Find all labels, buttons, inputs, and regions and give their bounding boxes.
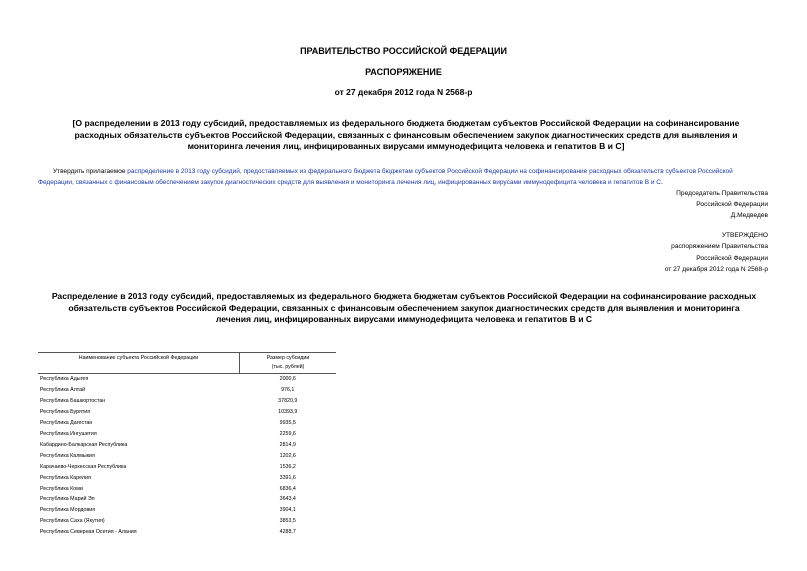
table-row [38,385,336,396]
amount-header-line-1: Размер субсидии [266,355,310,361]
subject-name-cell: Республика Дагестан [40,419,93,426]
table-row [38,473,336,484]
subject-name-cell: Республика Ингушетия [40,430,97,437]
table-row [38,396,336,407]
table-row [38,516,336,527]
subsidy-table [38,352,336,538]
table-row [38,484,336,495]
subsidy-amount-cell: 3391,6 [279,474,296,481]
approved-line-3: от 27 декабря 2012 года N 2568-р [664,266,768,274]
subsidy-amount-cell: 2000,6 [279,376,296,382]
approved-line-1: распоряжением Правительства [671,243,768,251]
document-title: [О распределении в 2013 году субсидий, предоставляемых из федерального бюджета бюджетам субъектов Российской Федерации на софинансирование расходных обязательств субъектов Российской Федерации, связанных с финансовым обеспечением закупок диагностических средств для выявления и мониторинга лечения лиц, инфицированных вирусами иммунодефицита человека и гепатитов В и С] [72,118,740,152]
subject-name-cell: Республика Карелия [40,474,91,481]
subject-name-cell: Республика Марий Эл [40,496,95,503]
subsidy-amount-cell: 1536,2 [279,463,296,470]
signature-position: Председатель Правительства [676,190,768,197]
table-row [38,462,336,473]
body-end-text: . [660,178,663,186]
approved-line-2: Российской Федерации [696,254,768,262]
column-header-amount [240,353,337,374]
table-row [38,374,336,385]
amount-header-line-2: (тыс. рублей) [271,363,305,370]
subsidy-amount-cell: 2259,6 [279,430,296,437]
document-date-number: от 27 декабря 2012 года N 2568-р [334,87,473,97]
subject-name-cell: Республика Алтай [40,386,86,393]
subsidy-amount-cell: 3853,5 [279,518,296,525]
distribution-link[interactable]: распределение в 2013 году субсидий, предоставляемых из федерального бюджета бюджетам субъектов Российской Федерации на софинансирование расходных обязательств субъектов Российской Федерации, связанных с финансовым обеспечением закупок диагностических средств для выявления и мониторинга лечения лиц, инфицированных вирусами иммунодефицита человека и гепатитов В и С [38,168,733,186]
table-row [38,451,336,462]
table-row [38,440,336,451]
subject-name-cell: Республика Адыгея [40,376,89,382]
table-row [38,527,336,538]
table-header-row [38,353,336,374]
subject-name-cell: Республика Саха (Якутия) [40,518,105,525]
signature-organization: Российской Федерации [696,201,768,208]
signature-name: Д.Медведев [730,212,768,219]
subsidy-amount-cell: 37820,9 [278,397,298,404]
subject-name-cell: Республика Калмыкия [40,452,95,459]
subject-name-cell: Республика Северная Осетия - Алания [40,529,137,536]
subsidy-amount-cell: 1202,6 [279,452,296,459]
table-row [38,418,336,429]
body-paragraph [38,167,768,189]
subject-name-cell: Республика Башкортостан [40,397,106,404]
table-row [38,429,336,440]
body-intro-text: Утвердить прилагаемое [53,168,128,175]
signature-block [676,188,768,221]
subsidy-amount-cell: 9935,5 [279,419,296,426]
table-row [38,494,336,505]
table-row [38,407,336,418]
subject-name-cell: Карачаево-Черкесская Республика [40,463,127,470]
subsidy-amount-cell: 6836,4 [279,485,296,492]
subsidy-amount-cell: 10393,9 [278,408,298,415]
subsidy-amount-cell: 4288,7 [279,529,296,536]
subsidy-amount-cell: 3904,1 [279,507,296,514]
subsidy-amount-cell: 2814,9 [279,441,296,448]
approved-label: УТВЕРЖДЕНО [721,232,768,239]
subject-name-cell: Кабардино-Балкарская Республика [40,441,128,448]
subsidy-amount-cell: 3643,4 [279,496,296,503]
subject-name-cell: Республика Мордовия [40,507,96,514]
table-row [38,505,336,516]
government-heading: ПРАВИТЕЛЬСТВО РОССИЙСКОЙ ФЕДЕРАЦИИ [300,46,507,56]
approval-block [665,230,768,276]
distribution-title: Распределение в 2013 году субсидий, предоставляемых из федерального бюджета бюджетам субъектов Российской Федерации на софинансирование расходных обязательств субъектов Российской Федерации, связанных с финансовым обеспечением закупок диагностических средств для выявления и мониторинга лечения лиц, инфицированных вирусами иммунодефицита человека и гепатитов В и С [51,291,757,325]
subject-name-cell: Республика Коми [40,485,83,492]
column-header-subject: Наименование субъекта Российской Федерации [38,353,240,374]
subsidy-amount-cell: 976,1 [281,386,295,393]
document-type-heading: РАСПОРЯЖЕНИЕ [365,67,442,77]
subject-name-cell: Республика Бурятия [40,408,91,415]
